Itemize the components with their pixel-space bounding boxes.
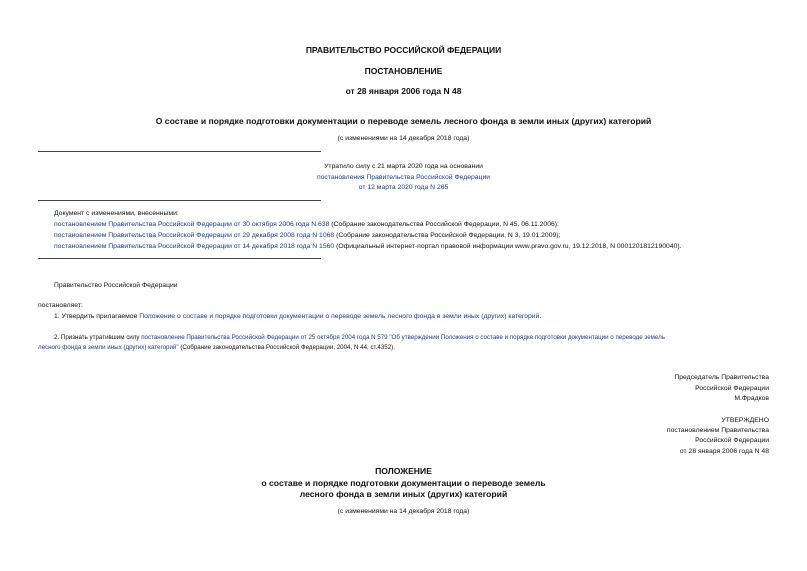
paragraph-2-suffix: (Собрание законодательства Российской Федерации, 2004, N 44, ст.4352). [178,344,395,351]
repealed-decree-link-cont[interactable]: лесного фонда в земли иных (других) категорий" [38,344,179,351]
amendments-intro: Документ с изменениями, внесенными: [54,210,179,217]
amendment-item [54,243,682,250]
divider [38,258,321,259]
org-name: ПРАВИТЕЛЬСТВО РОССИЙСКОЙ ФЕДЕРАЦИИ [305,45,502,55]
signatory-title-2: Российской Федерации [695,385,769,392]
approved-label: УТВЕРЖДЕНО [721,417,769,424]
divider [38,151,321,152]
paragraph-1 [54,313,541,320]
signatory-name: М.Фрадков [734,395,769,402]
changes-note: (с изменениями на 14 декабря 2018 года) [337,135,470,142]
approved-line-1: постановлением Правительства [666,427,769,434]
approved-line-2: Российской Федерации [695,437,769,444]
government-label: Правительство Российской Федерации [54,282,178,289]
repeal-line-1: Утратило силу с 21 марта 2020 года на основании [324,163,483,170]
amendment-source: (Собрание законодательства Российской Федерации, N 45, 06.11.2006); [329,221,559,228]
amendment-link[interactable]: постановлением Правительства Российской Федерации от 29 декабря 2008 года N 1068 [54,232,335,239]
repealed-decree-link[interactable]: постановление Правительства Российской Федерации от 25 октября 2004 года N 579 "Об утверждении Положения о составе и порядке подготовки документации о переводе земель [141,334,665,341]
amendment-source: (Собрание законодательства Российской Федерации, N 3, 19.01.2009); [334,232,561,239]
paragraph-2-prefix: 2. Признать утратившим силу [54,334,142,341]
paragraph-2-line-2 [38,344,395,351]
paragraph-1-suffix: . [539,313,542,320]
paragraph-2-line-1 [54,334,665,341]
regulation-changes-note: (с изменениями на 14 декабря 2018 года) [337,508,470,515]
regulation-link[interactable]: Положение о составе и порядке подготовки документации о переводе земель лесного фонда в земли иных (других) категорий [139,313,540,320]
approved-line-3: от 28 января 2006 года N 48 [679,448,769,455]
divider [38,200,321,201]
repeal-link-1[interactable]: постановления Правительства Российской Федерации [316,174,491,181]
amendment-link[interactable]: постановлением Правительства Российской Федерации от 14 декабря 2018 года N 1560 [54,243,335,250]
regulation-title: ПОЛОЖЕНИЕ [375,466,432,476]
amendment-item [54,221,559,228]
paragraph-1-prefix: 1. Утвердить прилагаемое [54,313,140,320]
doc-type: ПОСТАНОВЛЕНИЕ [364,66,443,76]
regulation-subtitle-2: лесного фонда в земли иных (других) категорий [299,489,508,499]
signatory-title-1: Председатель Правительства [674,374,769,381]
regulation-subtitle-1: о составе и порядке подготовки документации о переводе земель [261,478,546,488]
decrees-label: постановляет: [38,302,83,309]
amendment-source: (Официальный интернет-портал правовой информации www.pravo.gov.ru, 19.12.2018, N 0001201812190040). [334,243,682,250]
repeal-link-2[interactable]: от 12 марта 2020 года N 265 [358,184,449,191]
doc-title: О составе и порядке подготовки документации о переводе земель лесного фонда в земли иных (других) категорий [155,116,652,126]
amendment-item [54,232,560,239]
doc-date-number: от 28 января 2006 года N 48 [345,86,462,96]
amendment-link[interactable]: постановлением Правительства Российской Федерации от 30 октября 2006 года N 638 [54,221,330,228]
